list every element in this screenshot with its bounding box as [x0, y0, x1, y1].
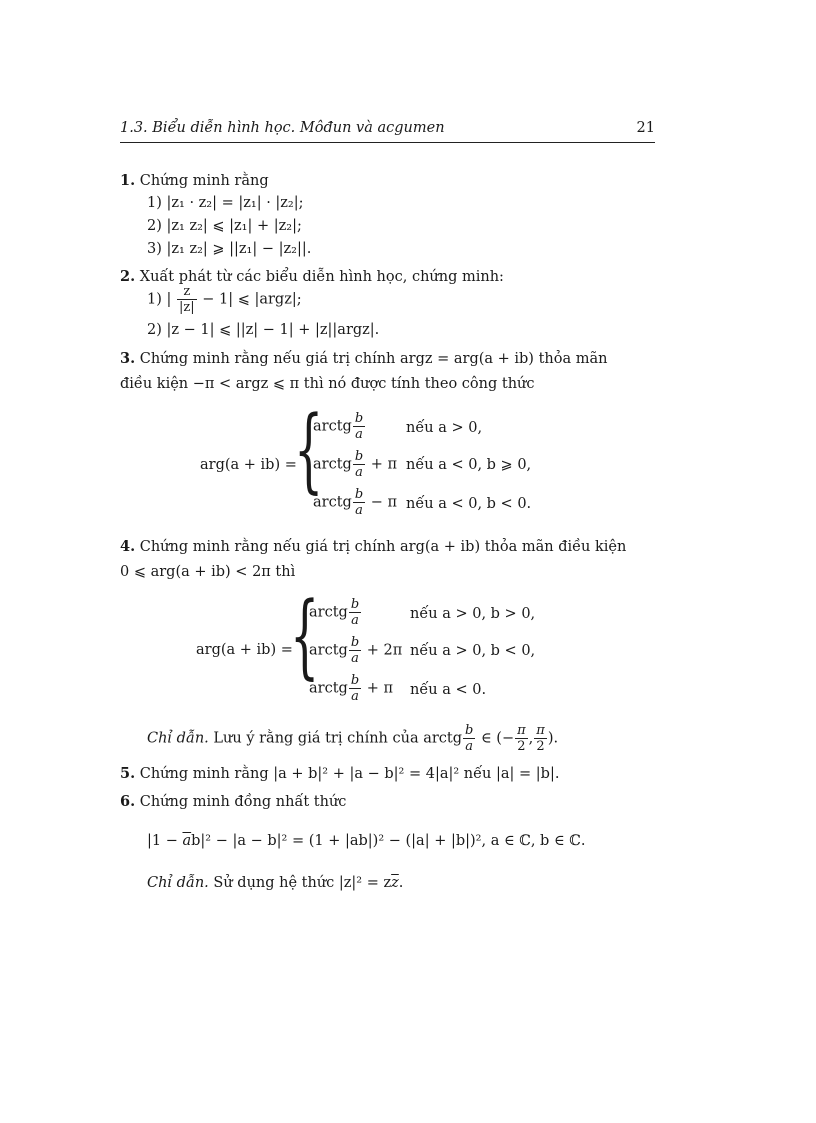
frac-top: π [536, 723, 545, 738]
frac-bot: a [351, 651, 359, 666]
addend: + π [366, 680, 394, 697]
frac-bot: |z| [179, 300, 195, 315]
formula-3-brace: { [294, 396, 324, 503]
problem-1-item-2: 2) |z₁ z₂| ⩽ |z₁| + |z₂|; [147, 218, 302, 234]
problem-2-number: 2. [120, 268, 136, 285]
problem-4-hint: Chỉ dẫn. Lưu ý rằng giá trị chính của arctg $\frac{b}{a}$ ∈ (− $\frac{\pi}{2}$ , $\frac{\pi}{2}$ ). [147, 723, 559, 754]
problem-5-number: 5. [120, 765, 136, 782]
fraction [463, 724, 475, 753]
problem-3-number: 3. [120, 350, 136, 367]
fraction [534, 724, 547, 753]
problem-2-title [120, 268, 504, 285]
hint-text: Sử dụng hệ thức |z|² = z [213, 875, 392, 891]
formula-4-lhs: arg(a + ib) = [196, 642, 293, 658]
formula-3-case-3 [313, 488, 397, 517]
frac-top: b [350, 597, 360, 612]
formula-pre: |1 − [147, 833, 183, 849]
fraction [353, 450, 365, 479]
formula-4-cond-2: nếu a > 0, b < 0, [410, 643, 536, 659]
fraction [349, 636, 361, 665]
fraction [349, 674, 361, 703]
formula-3-cond-2: nếu a < 0, b ⩾ 0, [406, 457, 532, 473]
formula-3-case-2 [313, 450, 397, 479]
problem-6-text: Chứng minh đồng nhất thức [139, 794, 347, 810]
problem-1-number: 1. [120, 172, 136, 189]
hint-bar: $\overline{z}$ [391, 875, 399, 891]
problem-3-text: Chứng minh rằng nếu giá trị chính argz = arg(a + ib) thỏa mãn [139, 351, 608, 367]
addend: + π [370, 456, 398, 473]
formula-3-lhs: arg(a + ib) = [200, 457, 297, 473]
item-tail: − 1| ⩽ |argz|; [202, 291, 302, 308]
hint-end: . [398, 875, 404, 891]
frac-top: b [354, 411, 364, 426]
hint-label: Chỉ dẫn. [147, 875, 209, 891]
formula-4-case-3 [309, 674, 393, 703]
fraction [353, 412, 365, 441]
problem-4-line-1 [120, 538, 626, 555]
problem-6-hint [147, 875, 403, 891]
frac-bot: a [351, 613, 359, 628]
formula-post: b|² − |a − b|² = (1 + |ab|)² − (|a| + |b|)², a ∈ ℂ, b ∈ ℂ. [191, 833, 586, 849]
frac-top: π [517, 723, 526, 738]
fn: arctg [309, 680, 348, 697]
formula-4-cond-3: nếu a < 0. [410, 682, 487, 698]
fraction [177, 285, 197, 314]
formula-4-cond-1: nếu a > 0, b > 0, [410, 606, 536, 622]
formula-4-brace: { [290, 582, 320, 689]
problem-3-line-1 [120, 350, 607, 367]
frac-top: b [354, 449, 364, 464]
problem-4-number: 4. [120, 538, 136, 555]
page-number: 21 [636, 120, 655, 136]
problem-4-line-2: 0 ⩽ arg(a + ib) < 2π thì [120, 564, 296, 580]
frac-top: b [350, 635, 360, 650]
hint-text: Lưu ý rằng giá trị chính của arctg [213, 730, 463, 747]
problem-2-text: Xuất phát từ các biểu diễn hình học, chứng minh: [139, 269, 504, 285]
frac-bot: a [465, 739, 474, 754]
frac-top: b [354, 487, 364, 502]
addend: + 2π [366, 642, 403, 659]
hint-close: ). [547, 730, 559, 747]
formula-3-cond-3: nếu a < 0, b < 0. [406, 496, 532, 512]
item-lead: 1) | [147, 291, 172, 308]
fraction [515, 724, 528, 753]
problem-2-item-1 [147, 285, 302, 314]
hint-label: Chỉ dẫn. [147, 730, 209, 747]
problem-5-text: Chứng minh rằng |a + b|² + |a − b|² = 4|a|² nếu |a| = |b|. [139, 766, 560, 782]
problem-1-title [120, 172, 269, 189]
frac-bot: 2 [517, 739, 526, 754]
formula-3-cond-1: nếu a > 0, [406, 420, 483, 436]
section-title: 1.3. Biểu diễn hình học. Môđun và acgumen [120, 120, 445, 136]
problem-4-text: Chứng minh rằng nếu giá trị chính arg(a + ib) thỏa mãn điều kiện [139, 539, 627, 555]
addend: − π [370, 494, 398, 511]
fn: arctg [309, 642, 348, 659]
problem-1-item-3: 3) |z₁ z₂| ⩾ ||z₁| − |z₂||. [147, 241, 312, 257]
problem-6-title [120, 793, 346, 810]
fraction [349, 598, 361, 627]
formula-3-case-1 [313, 412, 366, 441]
frac-top: z [177, 285, 197, 300]
problem-6-formula [147, 833, 585, 849]
frac-bot: 2 [536, 739, 545, 754]
frac-top: b [350, 673, 360, 688]
problem-3-line-2: điều kiện −π < argz ⩽ π thì nó được tính theo công thức [120, 376, 535, 392]
fn: arctg [313, 418, 352, 435]
formula-4-case-1 [309, 598, 362, 627]
fn: arctg [313, 494, 352, 511]
formula-4-case-2 [309, 636, 402, 665]
problem-5 [120, 765, 559, 782]
problem-2-item-2: 2) |z − 1| ⩽ ||z| − 1| + |z||argz|. [147, 322, 380, 338]
frac-bot: a [351, 689, 359, 704]
fraction [353, 488, 365, 517]
fn: arctg [313, 456, 352, 473]
frac-top: b [465, 723, 474, 738]
problem-6-number: 6. [120, 793, 136, 810]
fn: arctg [309, 604, 348, 621]
hint-in: ∈ (− [480, 730, 515, 747]
problem-1-item-1: 1) |z₁ · z₂| = |z₁| · |z₂|; [147, 195, 304, 211]
frac-bot: a [355, 465, 363, 480]
frac-bot: a [355, 427, 363, 442]
frac-bot: a [355, 503, 363, 518]
running-header [120, 120, 655, 143]
problem-1-text: Chứng minh rằng [139, 173, 269, 189]
formula-bar: $\overline{a}$ [182, 833, 192, 849]
